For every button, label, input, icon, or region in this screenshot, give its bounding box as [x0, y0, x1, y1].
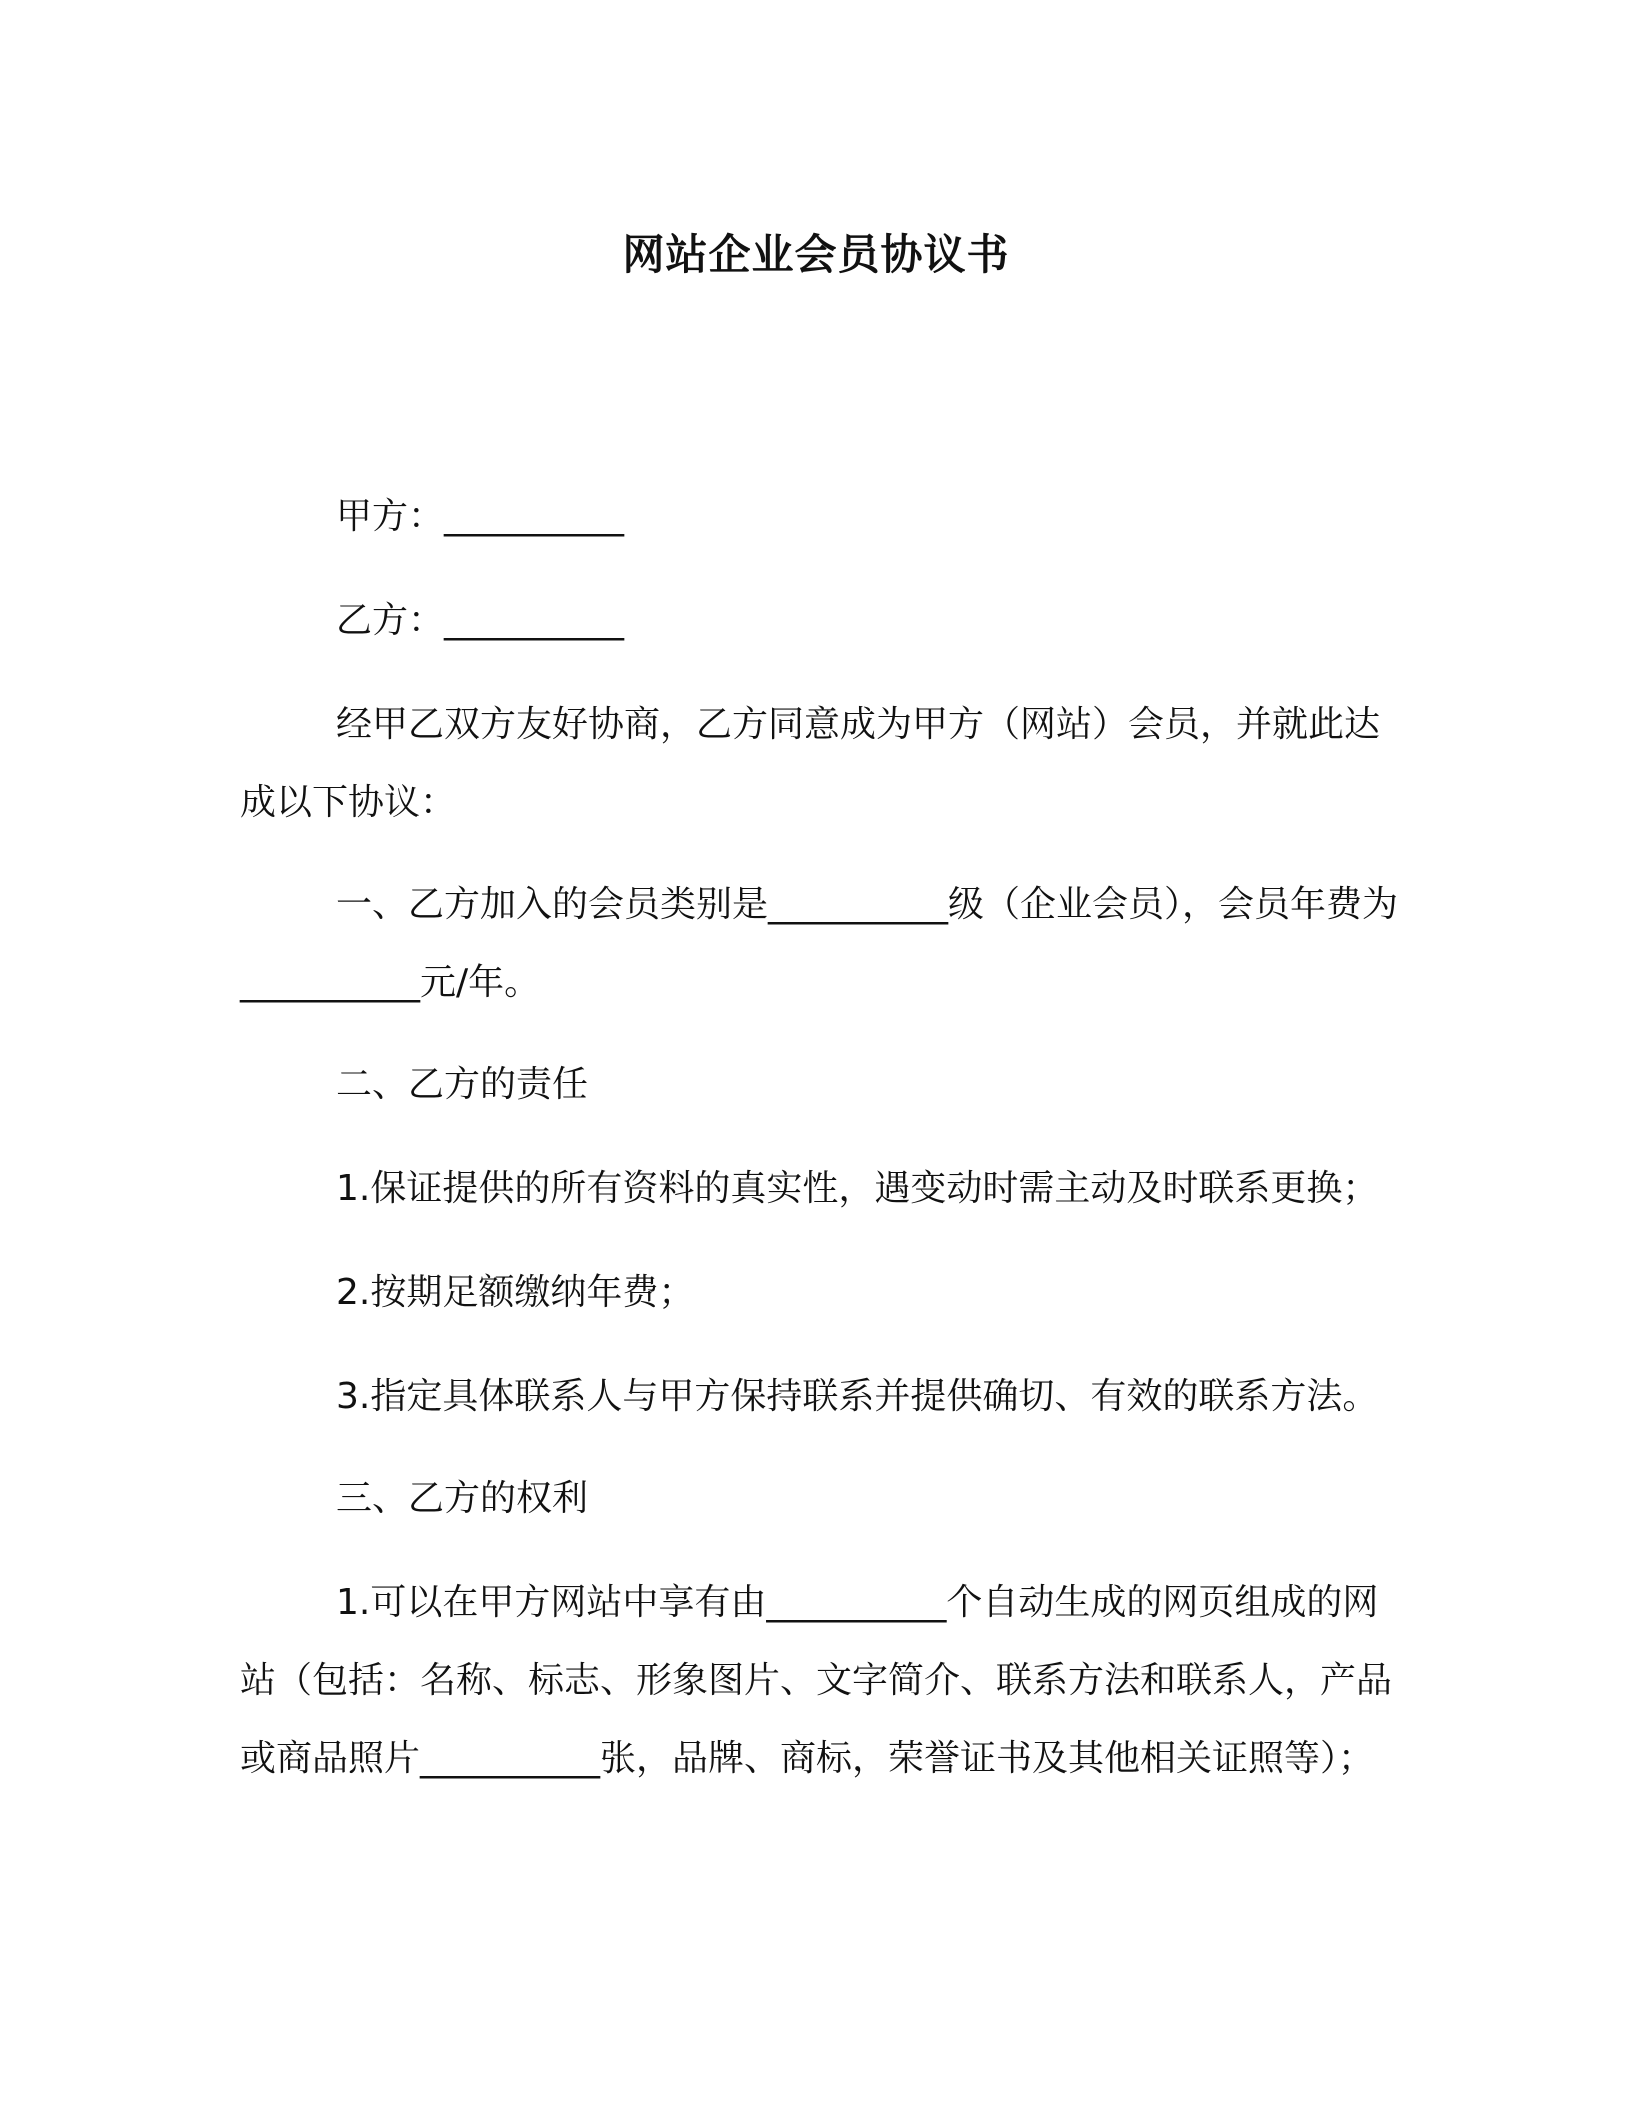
section-heading-responsibilities: 二、乙方的责任	[336, 1064, 589, 1105]
party-a-line: 甲方：__________	[336, 496, 625, 537]
section-heading-rights: 三、乙方的权利	[336, 1478, 589, 1519]
party-b-line: 乙方：__________	[336, 600, 625, 641]
intro-paragraph: 经甲乙双方友好协商，乙方同意成为甲方（网站）会员，并就此达成以下协议：	[240, 704, 1381, 823]
clause-membership: 一、乙方加入的会员类别是__________级（企业会员），会员年费为__________元/年。	[240, 884, 1399, 1003]
responsibility-item-2: 2.按期足额缴纳年费；	[336, 1272, 695, 1313]
rights-item-1: 1.可以在甲方网站中享有由__________个自动生成的网页组成的网站（包括：名称、标志、形象图片、文字简介、联系方法和联系人，产品或商品照片__________张，品牌、商标，荣誉证书及其他相关证照等）；	[240, 1582, 1393, 1779]
responsibility-item-1: 1.保证提供的所有资料的真实性，遇变动时需主动及时联系更换；	[336, 1168, 1379, 1209]
document-title: 网站企业会员协议书	[622, 230, 1010, 279]
responsibility-item-3: 3.指定具体联系人与甲方保持联系并提供确切、有效的联系方法。	[336, 1376, 1379, 1417]
